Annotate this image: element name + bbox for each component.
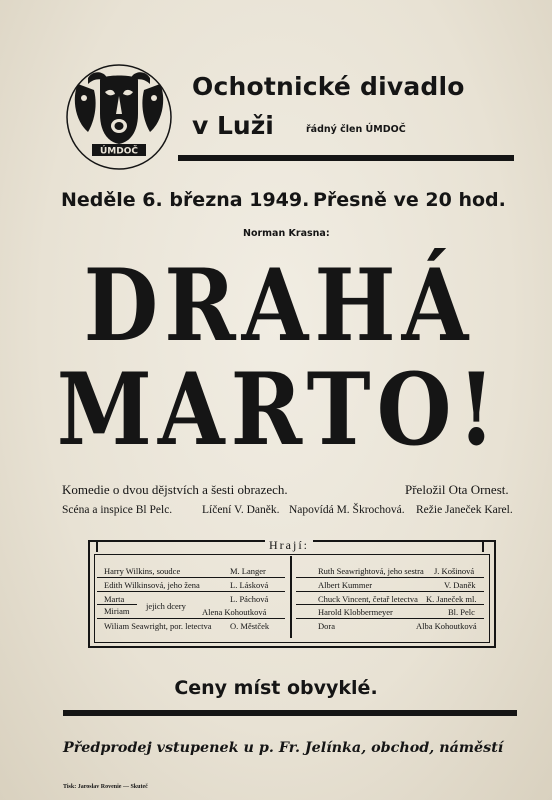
cast-actor: Alena Kohoutková	[202, 607, 267, 617]
cast-role: Wiliam Seawright, por. letectva	[104, 621, 212, 631]
cast-role: Albert Kummer	[318, 580, 373, 590]
crew-makeup: Líčení V. Daněk.	[202, 504, 280, 516]
row-line	[97, 618, 285, 619]
cast-role: Ruth Seawrightová, jeho sestra	[318, 566, 424, 576]
cast-actor: M. Langer	[230, 566, 266, 576]
crew-director: Režie Janeček Karel.	[416, 504, 513, 516]
crew-scene: Scéna a inspice Bl Pelc.	[62, 504, 173, 516]
frame-ornament	[482, 542, 484, 552]
cast-role: Miriam	[104, 606, 130, 616]
daughters-note: jejich dcery	[146, 601, 186, 611]
play-author: Norman Krasna:	[243, 228, 330, 239]
row-line	[296, 618, 484, 619]
row-line	[296, 604, 484, 605]
printer-credit: Tisk: Jaroslav Rovenie — Skuteč	[63, 784, 148, 790]
header-rule	[178, 155, 514, 161]
cast-actor: L. Lásková	[230, 580, 269, 590]
organization-name: Ochotnické divadlo	[192, 72, 465, 101]
svg-text:ÚMDOČ: ÚMDOČ	[100, 146, 138, 157]
row-line	[296, 591, 484, 592]
crew-prompter: Napovídá M. Škrochová.	[289, 504, 405, 516]
cast-role: Harold Klobbermeyer	[318, 607, 393, 617]
performance-date: Neděle 6. března 1949.	[61, 189, 310, 211]
row-line	[97, 604, 137, 605]
membership-note: řádný člen ÚMDOČ	[306, 124, 406, 135]
cast-actor: L. Páchová	[230, 594, 269, 604]
play-translator: Přeložil Ota Ornest.	[405, 482, 509, 497]
cast-actor: J. Košinová	[434, 566, 475, 576]
play-title-line1: DRAHÁ	[83, 248, 475, 365]
cast-role: Edith Wilkinsová, jeho žena	[104, 580, 200, 590]
row-line	[296, 577, 484, 578]
frame-ornament	[96, 542, 98, 552]
play-genre: Komedie o dvou dějstvích a šesti obrazech.	[62, 482, 288, 497]
performance-time: Přesně ve 20 hod.	[313, 189, 506, 211]
town-name: v Luži	[192, 111, 274, 140]
play-title-line2: MARTO!	[56, 352, 502, 469]
cast-actor: Bl. Pelc	[448, 607, 475, 617]
presale-info: Předprodej vstupenek u p. Fr. Jelínka, obchod, náměstí	[63, 740, 504, 756]
cast-actor: V. Daněk	[444, 580, 476, 590]
cast-role: Dora	[318, 621, 335, 631]
cast-role: Harry Wilkins, soudce	[104, 566, 181, 576]
ticket-prices: Ceny míst obvyklé.	[174, 677, 378, 699]
cast-role: Marta	[104, 594, 125, 604]
footer-rule	[63, 710, 517, 716]
cast-actor: O. Městček	[230, 621, 270, 631]
cast-actor: K. Janeček ml.	[426, 594, 477, 604]
theatre-masks-logo	[64, 62, 174, 172]
row-line	[97, 591, 285, 592]
cast-actor: Alba Kohoutková	[416, 621, 477, 631]
row-line	[97, 577, 285, 578]
cast-header: Hrají:	[265, 538, 313, 553]
cast-role: Chuck Vincent, četař letectva	[318, 594, 418, 604]
cast-column-divider	[290, 556, 292, 638]
